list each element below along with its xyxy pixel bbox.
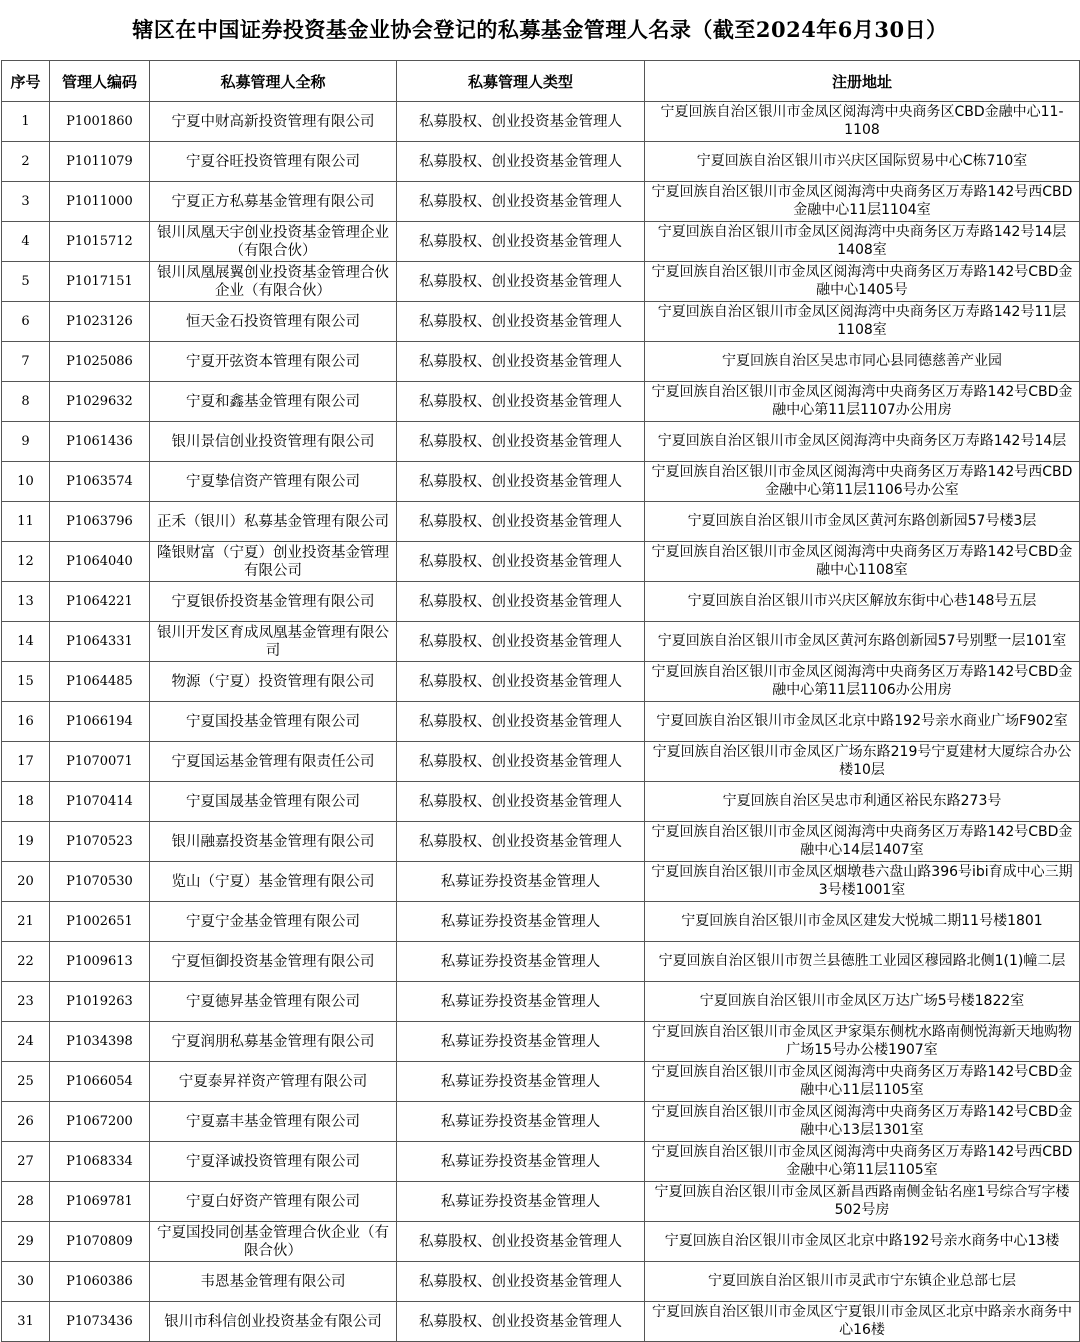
cell-registered-address: 宁夏回族自治区吴忠市利通区裕民东路273号 xyxy=(645,782,1080,822)
table-row xyxy=(2,1262,1080,1302)
cell-manager-code: P1002651 xyxy=(50,902,150,942)
cell-registered-address: 宁夏回族自治区银川市金凤区阅海湾中央商务区万寿路142号CBD金融中心1405号 xyxy=(645,262,1080,302)
cell-manager-name: 宁夏国运基金管理有限责任公司 xyxy=(150,742,397,782)
cell-serial-number: 16 xyxy=(2,702,50,742)
cell-registered-address: 宁夏回族自治区银川市贺兰县德胜工业园区穆园路北侧1(1)幢二层 xyxy=(645,942,1080,982)
table-row xyxy=(2,262,1080,302)
table-row xyxy=(2,462,1080,502)
cell-manager-name: 宁夏银侨投资基金管理有限公司 xyxy=(150,582,397,622)
table-row xyxy=(2,302,1080,342)
table-row xyxy=(2,1142,1080,1182)
cell-manager-type: 私募股权、创业投资基金管理人 xyxy=(397,622,645,662)
cell-manager-name: 银川景信创业投资管理有限公司 xyxy=(150,422,397,462)
cell-registered-address: 宁夏回族自治区银川市金凤区阅海湾中央商务区万寿路142号西CBD金融中心第11层1105室 xyxy=(645,1142,1080,1182)
cell-registered-address: 宁夏回族自治区银川市金凤区烟墩巷六盘山路396号ibi育成中心三期3号楼1001室 xyxy=(645,862,1080,902)
table-row xyxy=(2,1062,1080,1102)
table-row xyxy=(2,542,1080,582)
cell-manager-name: 宁夏德昇基金管理有限公司 xyxy=(150,982,397,1022)
cell-manager-type: 私募股权、创业投资基金管理人 xyxy=(397,822,645,862)
cell-serial-number: 27 xyxy=(2,1142,50,1182)
cell-registered-address: 宁夏回族自治区银川市兴庆区解放东街中心巷148号五层 xyxy=(645,582,1080,622)
table-row xyxy=(2,1182,1080,1222)
header-manager-type: 私募管理人类型 xyxy=(397,61,645,102)
cell-serial-number: 30 xyxy=(2,1262,50,1302)
cell-manager-name: 宁夏白妤资产管理有限公司 xyxy=(150,1182,397,1222)
cell-manager-name: 银川市科信创业投资基金有限公司 xyxy=(150,1302,397,1342)
cell-serial-number: 29 xyxy=(2,1222,50,1262)
cell-manager-type: 私募股权、创业投资基金管理人 xyxy=(397,1222,645,1262)
cell-serial-number: 10 xyxy=(2,462,50,502)
cell-manager-code: P1069781 xyxy=(50,1182,150,1222)
table-row xyxy=(2,422,1080,462)
cell-serial-number: 14 xyxy=(2,622,50,662)
cell-manager-code: P1070530 xyxy=(50,862,150,902)
cell-registered-address: 宁夏回族自治区银川市金凤区阅海湾中央商务区万寿路142号14层 xyxy=(645,422,1080,462)
cell-registered-address: 宁夏回族自治区银川市金凤区阅海湾中央商务区万寿路142号CBD金融中心第11层1106办公用房 xyxy=(645,662,1080,702)
cell-manager-code: P1073436 xyxy=(50,1302,150,1342)
cell-manager-code: P1011000 xyxy=(50,182,150,222)
table-row xyxy=(2,622,1080,662)
cell-serial-number: 17 xyxy=(2,742,50,782)
cell-manager-name: 宁夏和鑫基金管理有限公司 xyxy=(150,382,397,422)
cell-manager-type: 私募股权、创业投资基金管理人 xyxy=(397,742,645,782)
cell-manager-type: 私募股权、创业投资基金管理人 xyxy=(397,782,645,822)
cell-registered-address: 宁夏回族自治区银川市金凤区阅海湾中央商务区万寿路142号11层1108室 xyxy=(645,302,1080,342)
cell-manager-name: 韦恩基金管理有限公司 xyxy=(150,1262,397,1302)
table-body xyxy=(2,102,1080,1342)
cell-manager-type: 私募股权、创业投资基金管理人 xyxy=(397,702,645,742)
cell-registered-address: 宁夏回族自治区银川市金凤区黄河东路创新园57号别墅一层101室 xyxy=(645,622,1080,662)
table-row xyxy=(2,182,1080,222)
cell-registered-address: 宁夏回族自治区银川市金凤区北京中路192号亲水商务中心13楼 xyxy=(645,1222,1080,1262)
cell-manager-code: P1001860 xyxy=(50,102,150,142)
cell-manager-type: 私募股权、创业投资基金管理人 xyxy=(397,1262,645,1302)
table-row xyxy=(2,662,1080,702)
cell-manager-name: 隆银财富（宁夏）创业投资基金管理有限公司 xyxy=(150,542,397,582)
cell-manager-code: P1025086 xyxy=(50,342,150,382)
cell-manager-name: 恒天金石投资管理有限公司 xyxy=(150,302,397,342)
header-manager-code: 管理人编码 xyxy=(50,61,150,102)
cell-serial-number: 8 xyxy=(2,382,50,422)
cell-manager-type: 私募证券投资基金管理人 xyxy=(397,1102,645,1142)
cell-registered-address: 宁夏回族自治区银川市金凤区阅海湾中央商务区CBD金融中心11-1108 xyxy=(645,102,1080,142)
cell-manager-type: 私募股权、创业投资基金管理人 xyxy=(397,422,645,462)
cell-serial-number: 12 xyxy=(2,542,50,582)
table-row xyxy=(2,1222,1080,1262)
cell-manager-type: 私募股权、创业投资基金管理人 xyxy=(397,182,645,222)
cell-manager-name: 银川凤凰展翼创业投资基金管理合伙企业（有限合伙） xyxy=(150,262,397,302)
cell-manager-code: P1064040 xyxy=(50,542,150,582)
cell-manager-code: P1066194 xyxy=(50,702,150,742)
page-title: 辖区在中国证券投资基金业协会登记的私募基金管理人名录（截至2024年6月30日） xyxy=(132,17,948,42)
cell-manager-name: 宁夏挚信资产管理有限公司 xyxy=(150,462,397,502)
cell-serial-number: 31 xyxy=(2,1302,50,1342)
cell-serial-number: 9 xyxy=(2,422,50,462)
cell-manager-code: P1070071 xyxy=(50,742,150,782)
cell-manager-name: 宁夏泰昇祥资产管理有限公司 xyxy=(150,1062,397,1102)
cell-manager-type: 私募证券投资基金管理人 xyxy=(397,1182,645,1222)
cell-manager-type: 私募股权、创业投资基金管理人 xyxy=(397,342,645,382)
table-row xyxy=(2,782,1080,822)
cell-manager-code: P1063574 xyxy=(50,462,150,502)
cell-manager-name: 宁夏国投同创基金管理合伙企业（有限合伙） xyxy=(150,1222,397,1262)
cell-serial-number: 3 xyxy=(2,182,50,222)
cell-serial-number: 23 xyxy=(2,982,50,1022)
cell-manager-code: P1015712 xyxy=(50,222,150,262)
cell-registered-address: 宁夏回族自治区银川市金凤区黄河东路创新园57号楼3层 xyxy=(645,502,1080,542)
cell-manager-code: P1029632 xyxy=(50,382,150,422)
cell-manager-type: 私募股权、创业投资基金管理人 xyxy=(397,102,645,142)
cell-manager-type: 私募股权、创业投资基金管理人 xyxy=(397,1302,645,1342)
cell-manager-code: P1017151 xyxy=(50,262,150,302)
cell-serial-number: 24 xyxy=(2,1022,50,1062)
cell-registered-address: 宁夏回族自治区银川市金凤区万达广场5号楼1822室 xyxy=(645,982,1080,1022)
cell-manager-name: 银川凤凰天宇创业投资基金管理企业（有限合伙） xyxy=(150,222,397,262)
cell-registered-address: 宁夏回族自治区银川市金凤区阅海湾中央商务区万寿路142号CBD金融中心第11层1107办公用房 xyxy=(645,382,1080,422)
cell-manager-name: 宁夏恒御投资基金管理有限公司 xyxy=(150,942,397,982)
cell-registered-address: 宁夏回族自治区银川市金凤区阅海湾中央商务区万寿路142号CBD金融中心14层1407室 xyxy=(645,822,1080,862)
cell-registered-address: 宁夏回族自治区吴忠市同心县同德慈善产业园 xyxy=(645,342,1080,382)
table-row xyxy=(2,502,1080,542)
cell-manager-code: P1066054 xyxy=(50,1062,150,1102)
cell-manager-name: 宁夏泽诚投资管理有限公司 xyxy=(150,1142,397,1182)
manager-table xyxy=(1,60,1080,1342)
cell-serial-number: 6 xyxy=(2,302,50,342)
header-serial-number: 序号 xyxy=(2,61,50,102)
cell-registered-address: 宁夏回族自治区银川市金凤区阅海湾中央商务区万寿路142号CBD金融中心1108室 xyxy=(645,542,1080,582)
cell-manager-code: P1064221 xyxy=(50,582,150,622)
cell-manager-code: P1070414 xyxy=(50,782,150,822)
cell-manager-type: 私募股权、创业投资基金管理人 xyxy=(397,142,645,182)
cell-manager-code: P1011079 xyxy=(50,142,150,182)
cell-manager-name: 银川融嘉投资基金管理有限公司 xyxy=(150,822,397,862)
cell-registered-address: 宁夏回族自治区银川市金凤区建发大悦城二期11号楼1801 xyxy=(645,902,1080,942)
table-row xyxy=(2,1302,1080,1342)
cell-manager-type: 私募证券投资基金管理人 xyxy=(397,1142,645,1182)
cell-serial-number: 22 xyxy=(2,942,50,982)
table-row xyxy=(2,702,1080,742)
cell-manager-type: 私募证券投资基金管理人 xyxy=(397,862,645,902)
cell-serial-number: 1 xyxy=(2,102,50,142)
cell-serial-number: 5 xyxy=(2,262,50,302)
cell-manager-name: 宁夏嘉丰基金管理有限公司 xyxy=(150,1102,397,1142)
cell-manager-type: 私募证券投资基金管理人 xyxy=(397,1022,645,1062)
table-row xyxy=(2,222,1080,262)
header-row xyxy=(2,61,1080,102)
cell-manager-code: P1034398 xyxy=(50,1022,150,1062)
cell-registered-address: 宁夏回族自治区银川市金凤区阅海湾中央商务区万寿路142号CBD金融中心11层1105室 xyxy=(645,1062,1080,1102)
table-row xyxy=(2,102,1080,142)
cell-manager-type: 私募股权、创业投资基金管理人 xyxy=(397,222,645,262)
cell-registered-address: 宁夏回族自治区银川市金凤区宁夏银川市金凤区北京中路亲水商务中心16楼 xyxy=(645,1302,1080,1342)
cell-manager-type: 私募股权、创业投资基金管理人 xyxy=(397,662,645,702)
table-row xyxy=(2,942,1080,982)
cell-serial-number: 11 xyxy=(2,502,50,542)
table-row xyxy=(2,1022,1080,1062)
table-row xyxy=(2,862,1080,902)
cell-manager-code: P1023126 xyxy=(50,302,150,342)
cell-registered-address: 宁夏回族自治区银川市金凤区尹家渠东侧枕水路南侧悦海新天地购物广场15号办公楼1907室 xyxy=(645,1022,1080,1062)
cell-manager-name: 宁夏国晟基金管理有限公司 xyxy=(150,782,397,822)
cell-manager-name: 览山（宁夏）基金管理有限公司 xyxy=(150,862,397,902)
table-row xyxy=(2,982,1080,1022)
cell-manager-type: 私募股权、创业投资基金管理人 xyxy=(397,462,645,502)
table-row xyxy=(2,582,1080,622)
cell-manager-name: 正禾（银川）私募基金管理有限公司 xyxy=(150,502,397,542)
cell-serial-number: 7 xyxy=(2,342,50,382)
cell-manager-name: 宁夏谷旺投资管理有限公司 xyxy=(150,142,397,182)
cell-manager-type: 私募证券投资基金管理人 xyxy=(397,1062,645,1102)
table-row xyxy=(2,742,1080,782)
table-row xyxy=(2,142,1080,182)
cell-manager-type: 私募股权、创业投资基金管理人 xyxy=(397,582,645,622)
cell-manager-code: P1070523 xyxy=(50,822,150,862)
cell-manager-code: P1060386 xyxy=(50,1262,150,1302)
cell-serial-number: 25 xyxy=(2,1062,50,1102)
cell-serial-number: 15 xyxy=(2,662,50,702)
cell-manager-name: 物源（宁夏）投资管理有限公司 xyxy=(150,662,397,702)
cell-serial-number: 28 xyxy=(2,1182,50,1222)
cell-serial-number: 2 xyxy=(2,142,50,182)
cell-manager-name: 宁夏中财高新投资管理有限公司 xyxy=(150,102,397,142)
cell-manager-name: 宁夏正方私募基金管理有限公司 xyxy=(150,182,397,222)
cell-manager-type: 私募证券投资基金管理人 xyxy=(397,902,645,942)
cell-manager-code: P1070809 xyxy=(50,1222,150,1262)
cell-manager-type: 私募证券投资基金管理人 xyxy=(397,942,645,982)
cell-manager-code: P1064331 xyxy=(50,622,150,662)
cell-serial-number: 13 xyxy=(2,582,50,622)
cell-registered-address: 宁夏回族自治区银川市金凤区阅海湾中央商务区万寿路142号西CBD金融中心第11层1106号办公室 xyxy=(645,462,1080,502)
cell-registered-address: 宁夏回族自治区银川市金凤区阅海湾中央商务区万寿路142号CBD金融中心13层1301室 xyxy=(645,1102,1080,1142)
cell-manager-code: P1009613 xyxy=(50,942,150,982)
cell-registered-address: 宁夏回族自治区银川市金凤区新昌西路南侧金钻名座1号综合写字楼502号房 xyxy=(645,1182,1080,1222)
cell-manager-code: P1067200 xyxy=(50,1102,150,1142)
header-registered-address: 注册地址 xyxy=(645,61,1080,102)
cell-serial-number: 26 xyxy=(2,1102,50,1142)
cell-manager-code: P1064485 xyxy=(50,662,150,702)
cell-manager-code: P1019263 xyxy=(50,982,150,1022)
table-row xyxy=(2,342,1080,382)
cell-serial-number: 19 xyxy=(2,822,50,862)
cell-manager-type: 私募股权、创业投资基金管理人 xyxy=(397,262,645,302)
cell-registered-address: 宁夏回族自治区银川市金凤区阅海湾中央商务区万寿路142号西CBD金融中心11层1104室 xyxy=(645,182,1080,222)
table-row xyxy=(2,822,1080,862)
cell-manager-code: P1061436 xyxy=(50,422,150,462)
cell-manager-type: 私募股权、创业投资基金管理人 xyxy=(397,542,645,582)
cell-manager-type: 私募证券投资基金管理人 xyxy=(397,982,645,1022)
cell-serial-number: 18 xyxy=(2,782,50,822)
cell-manager-name: 宁夏润朋私募基金管理有限公司 xyxy=(150,1022,397,1062)
cell-manager-name: 宁夏国投基金管理有限公司 xyxy=(150,702,397,742)
cell-manager-name: 宁夏宁金基金管理有限公司 xyxy=(150,902,397,942)
header-manager-name: 私募管理人全称 xyxy=(150,61,397,102)
cell-serial-number: 21 xyxy=(2,902,50,942)
table-row xyxy=(2,382,1080,422)
table-row xyxy=(2,902,1080,942)
cell-serial-number: 4 xyxy=(2,222,50,262)
cell-manager-type: 私募股权、创业投资基金管理人 xyxy=(397,382,645,422)
cell-manager-name: 银川开发区育成凤凰基金管理有限公司 xyxy=(150,622,397,662)
cell-registered-address: 宁夏回族自治区银川市灵武市宁东镇企业总部七层 xyxy=(645,1262,1080,1302)
cell-serial-number: 20 xyxy=(2,862,50,902)
cell-manager-code: P1063796 xyxy=(50,502,150,542)
cell-registered-address: 宁夏回族自治区银川市金凤区阅海湾中央商务区万寿路142号14层1408室 xyxy=(645,222,1080,262)
cell-manager-name: 宁夏开弦资本管理有限公司 xyxy=(150,342,397,382)
cell-registered-address: 宁夏回族自治区银川市金凤区广场东路219号宁夏建材大厦综合办公楼10层 xyxy=(645,742,1080,782)
cell-manager-type: 私募股权、创业投资基金管理人 xyxy=(397,302,645,342)
cell-registered-address: 宁夏回族自治区银川市金凤区北京中路192号亲水商业广场F902室 xyxy=(645,702,1080,742)
cell-manager-type: 私募股权、创业投资基金管理人 xyxy=(397,502,645,542)
cell-manager-code: P1068334 xyxy=(50,1142,150,1182)
table-row xyxy=(2,1102,1080,1142)
cell-registered-address: 宁夏回族自治区银川市兴庆区国际贸易中心C栋710室 xyxy=(645,142,1080,182)
